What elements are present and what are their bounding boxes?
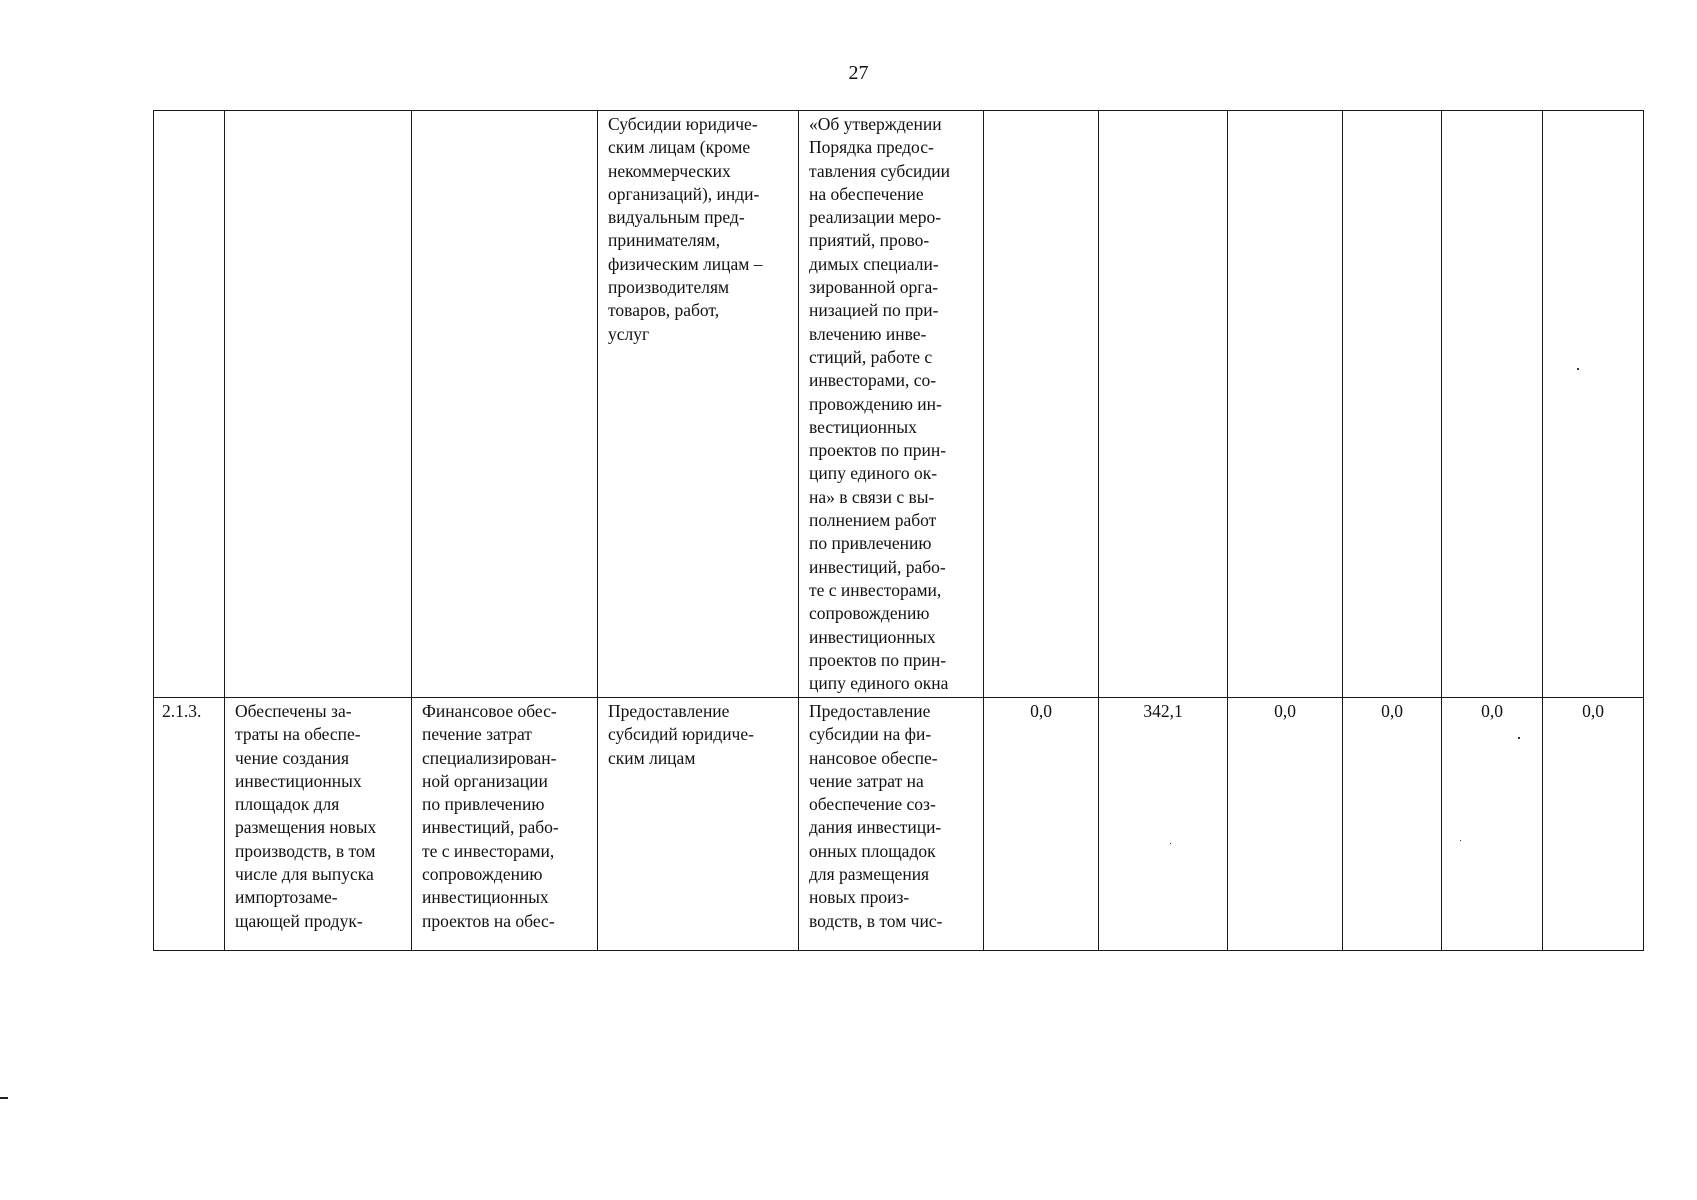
cell-value: 0,0 [984, 698, 1099, 951]
cell-number: 2.1.3. [154, 698, 225, 951]
page-number: 27 [848, 62, 869, 84]
cell-result: Обеспечены за- траты на обеспе- чение создания инвестиционных площадок для размещения новых производств, в том числе для выпуска импортозаме- щающей продук- [225, 698, 412, 951]
cell-value: 0,0 [1228, 698, 1343, 951]
scan-edge-mark [0, 1097, 8, 1099]
cell-value: 0,0 [1343, 698, 1442, 951]
scan-speck [1170, 843, 1171, 844]
scan-speck [1577, 368, 1579, 370]
cell-value [1543, 111, 1644, 698]
cell-value: 0,0 [1543, 698, 1644, 951]
cell-event [412, 111, 598, 698]
cell-value [1442, 111, 1543, 698]
cell-value [1228, 111, 1343, 698]
cell-value [984, 111, 1099, 698]
cell-value: 342,1 [1099, 698, 1228, 951]
cell-value [1099, 111, 1228, 698]
scan-speck [1460, 840, 1461, 841]
cell-value [1343, 111, 1442, 698]
table-row [154, 111, 1644, 698]
cell-value: 0,0 [1442, 698, 1543, 951]
cell-event: Финансовое обес- печение затрат специализирован- ной организации по привлечению инвестиций, рабо- те с инвесторами, сопровождению инвестиционных проектов на обес- [412, 698, 598, 951]
cell-result [225, 111, 412, 698]
cell-expense-type: Субсидии юридиче- ским лицам (кроме некоммерческих организаций), инди- видуальным пред- принимателям, физическим лицам – производителям товаров, работ, услуг [598, 111, 799, 698]
document-table [153, 110, 1644, 951]
cell-description: Предоставление субсидии на фи- нансовое обеспе- чение затрат на обеспечение соз- дания инвестици- онных площадок для размещения новых произ- водств, в том чис- [799, 698, 984, 951]
table-row [154, 698, 1644, 951]
cell-description: «Об утверждении Порядка предос- тавления субсидии на обеспечение реализации меро- приятий, прово- димых специали- зированной орга- низацией по при- влечению инве- стиций, работе с инвесторами, со- провождению ин- вестиционных проектов по прин- ципу единого ок- на» в связи с вы- полнением работ по привлечению инвестиций, рабо- те с инвесторами, сопровождению инвестиционных проектов по прин- ципу единого окна [799, 111, 984, 698]
scan-speck [1518, 737, 1520, 739]
cell-number [154, 111, 225, 698]
cell-expense-type: Предоставление субсидий юридиче- ским лицам [598, 698, 799, 951]
